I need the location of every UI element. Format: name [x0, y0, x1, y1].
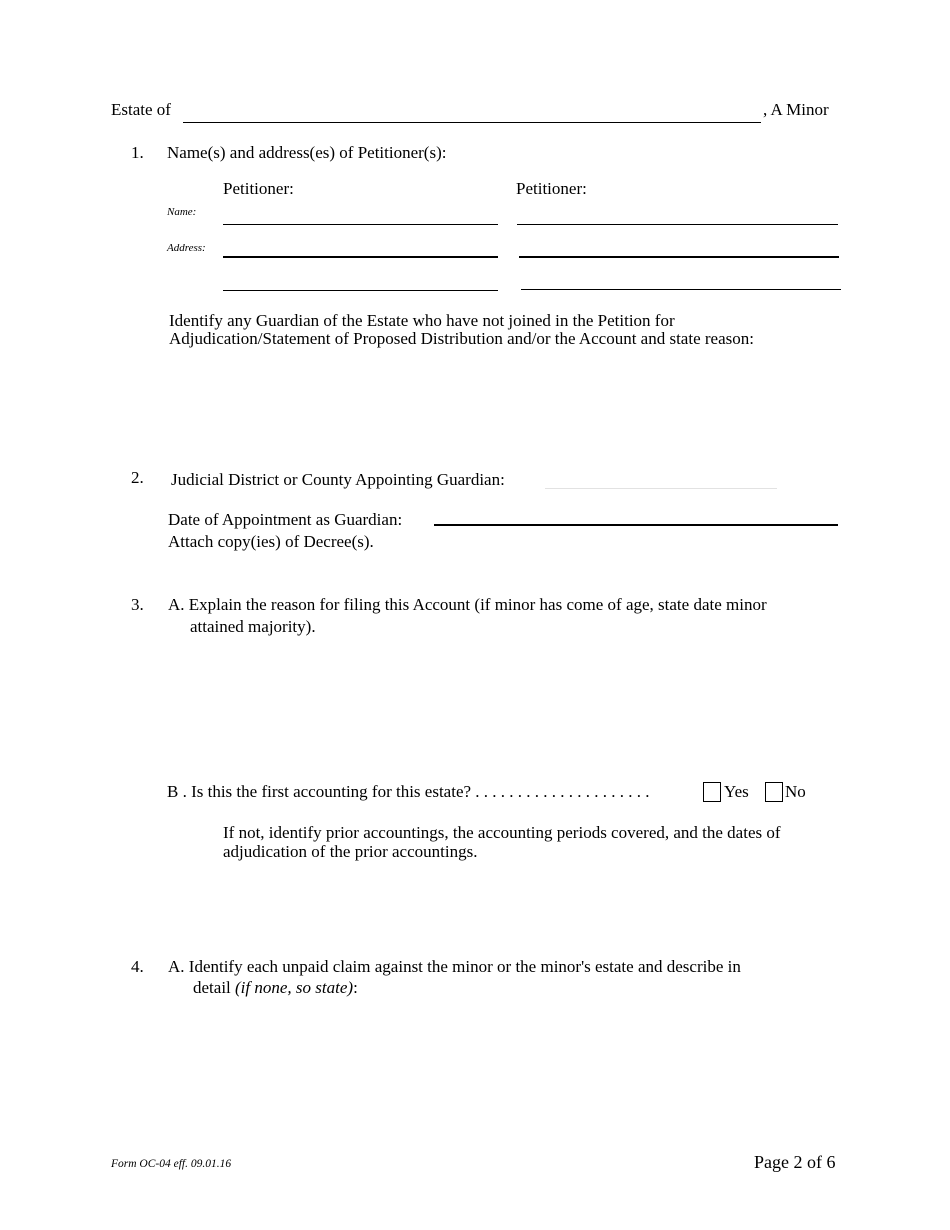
attach-decree-note: Attach copy(ies) of Decree(s). [168, 532, 374, 551]
section-2-number: 2. [131, 468, 144, 487]
petitioner-right-label: Petitioner: [516, 179, 587, 198]
estate-of-label: Estate of [111, 100, 171, 119]
yes-label: Yes [724, 782, 749, 801]
first-accounting-yes-checkbox[interactable] [703, 782, 721, 802]
district-label: Judicial District or County Appointing Guardian: [171, 470, 505, 489]
district-field[interactable] [545, 488, 777, 489]
section-3b-note-line-2: adjudication of the prior accountings. [223, 842, 478, 861]
guardian-note-line-2: Adjudication/Statement of Proposed Distribution and/or the Account and state reason: [169, 329, 754, 348]
section-4a-line-2 [193, 978, 358, 998]
section-3-number: 3. [131, 595, 144, 614]
appointment-date-field[interactable] [434, 524, 838, 526]
appointment-date-label: Date of Appointment as Guardian: [168, 510, 403, 529]
section-1-title: Name(s) and address(es) of Petitioner(s): [167, 143, 447, 162]
name-label: Name: [167, 206, 197, 218]
address-label: Address: [167, 242, 206, 254]
estate-name-field[interactable] [183, 122, 761, 123]
petitioner-left-address-field-1[interactable] [223, 256, 498, 258]
section-4a-line-1: A. Identify each unpaid claim against the minor or the minor's estate and describe in [168, 957, 741, 976]
section-3a-line-2: attained majority). [190, 617, 316, 636]
petitioner-right-address-field-1[interactable] [519, 256, 839, 258]
a-minor-label: , A Minor [763, 100, 829, 119]
petitioner-left-name-field[interactable] [223, 224, 498, 225]
section-4a-colon: : [353, 978, 358, 997]
no-label: No [785, 782, 806, 801]
petitioner-right-name-field[interactable] [517, 224, 838, 225]
petitioner-right-address-field-2[interactable] [521, 289, 841, 290]
section-1-number: 1. [131, 143, 144, 162]
petitioner-left-label: Petitioner: [223, 179, 294, 198]
petitioner-left-address-field-2[interactable] [223, 290, 498, 291]
page-number: Page 2 of 6 [754, 1152, 836, 1172]
section-4a-if-none-text: (if none, so state) [235, 978, 354, 997]
section-4a-detail-text: detail [193, 978, 236, 997]
form-id: Form OC-04 eff. 09.01.16 [111, 1158, 232, 1170]
guardian-note-line-1: Identify any Guardian of the Estate who have not joined in the Petition for [169, 311, 675, 330]
section-3b-question: B . Is this the first accounting for this estate? . . . . . . . . . . . . . . . . . . . . . [167, 782, 650, 801]
section-3b-note-line-1: If not, identify prior accountings, the accounting periods covered, and the dates of [223, 823, 781, 842]
section-3a-line-1: A. Explain the reason for filing this Account (if minor has come of age, state date minor [168, 595, 767, 614]
section-4-number: 4. [131, 957, 144, 976]
first-accounting-no-checkbox[interactable] [765, 782, 783, 802]
